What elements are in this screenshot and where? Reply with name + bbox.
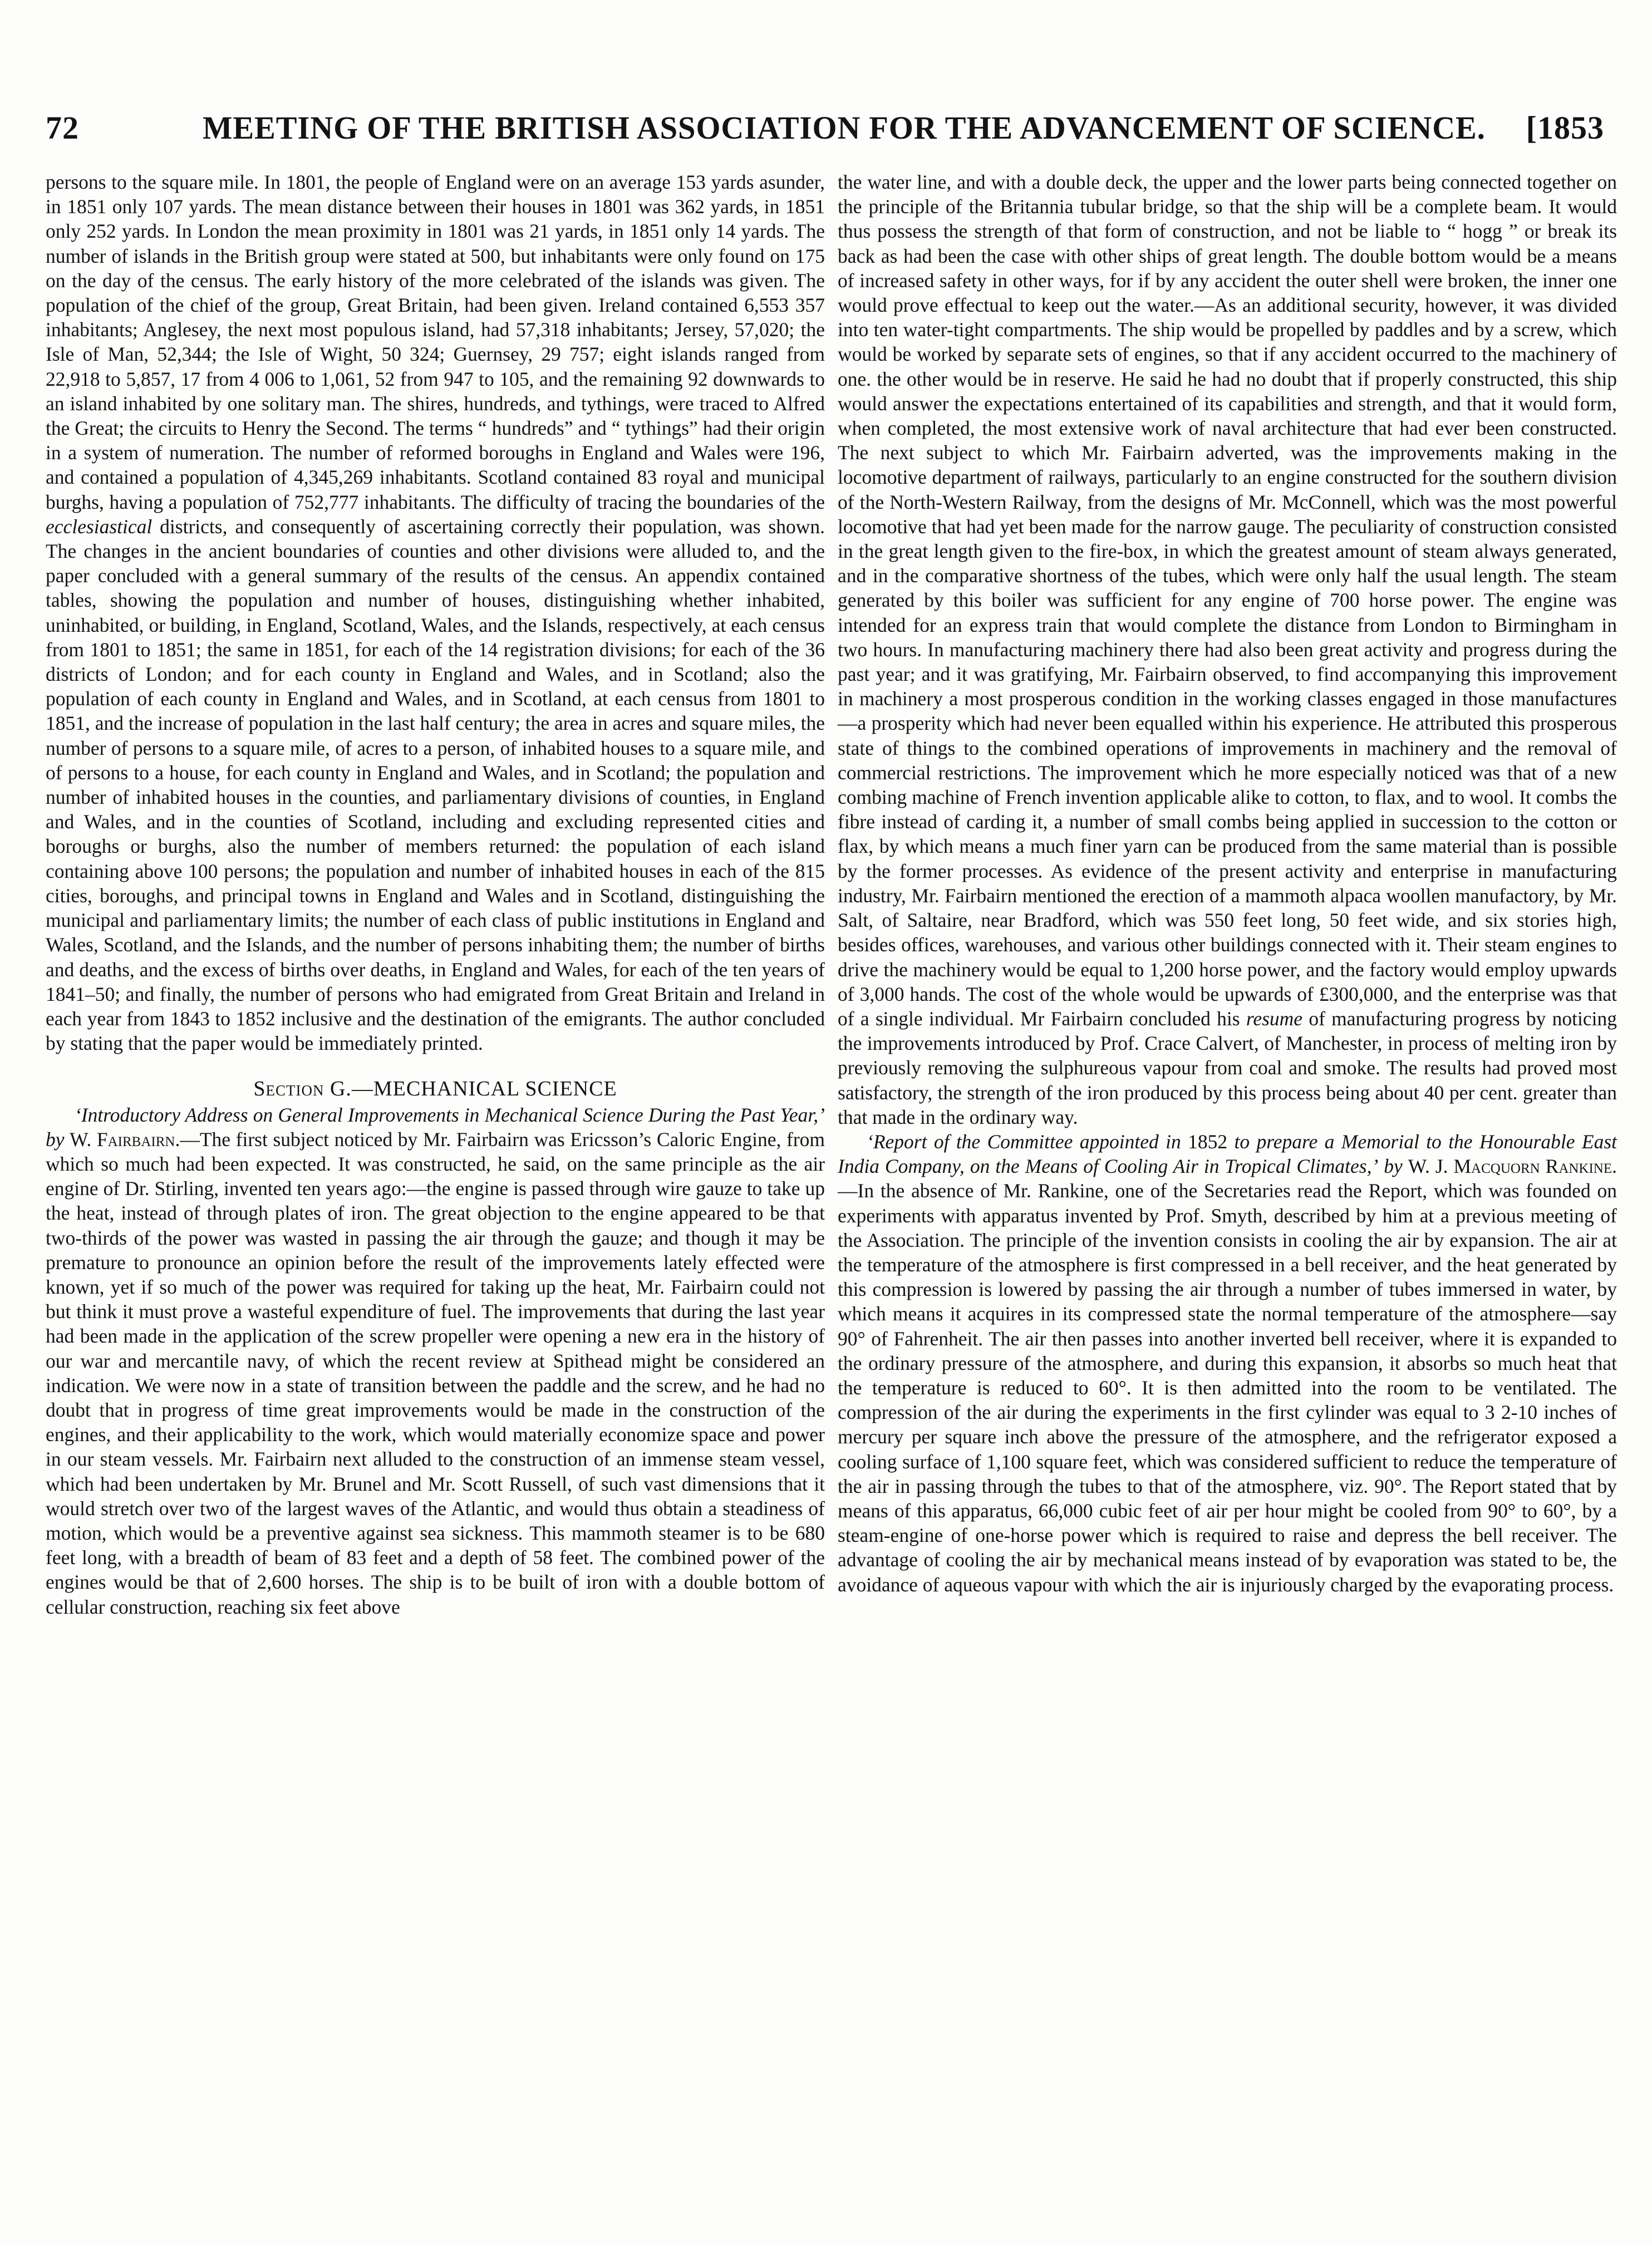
rankine-report-title: ‘Report of the Committee appointed in	[867, 1130, 1181, 1153]
census-emphasis: ecclesiastical	[46, 515, 153, 538]
rankine-by: by	[1384, 1155, 1403, 1178]
running-title: MEETING OF THE BRITISH ASSOCIATION FOR THE ADVANCEMENT OF SCIENCE.	[203, 110, 1486, 146]
left-column	[46, 170, 825, 1619]
fairbairn-by: by	[46, 1128, 65, 1151]
steamship-text: the water line, and with a double deck, the upper and the lower parts being connected together on the principle of the Britannia tubular bridge, so that the ship will be a complete beam. It would thus possess the strength of that form of construction, and not be liable to “ hogg ” or break its back as had been the case with other ships of great length. The double bottom would be a means of increased safety in other ways, for if by any accident the outer shell were broken, the inner one would prove effectual to keep out the water.—As an additional security, however, it was divided into ten water-tight compartments. The ship would be propelled by paddles and by a screw, which would be worked by separate sets of engines, so that if any accident occurred to the machinery of one. the other would be in reserve. He said he had no doubt that if properly constructed, this ship would answer the expectations entertained of its capabilities and strength, and that it would form, when completed, the most extensive work of naval architecture that had ever been constructed. The next subject to which Mr. Fairbairn adverted, was the improvements making in the locomotive department of railways, particularly to an engine constructed for the southern division of the North-Western Railway, from the designs of Mr. McConnell, which was the most powerful locomotive that had yet been made for the narrow gauge. The peculiarity of construction consisted in the great length given to the fire-box, in which the greatest amount of steam always generated, and in the comparative shortness of the tubes, which were only half the usual length. The steam generated by this boiler was sufficient for any engine of 700 horse power. The engine was intended for an express train that would complete the distance from London to Birmingham in two hours. In manufacturing machinery there had also been great activity and progress during the past year; and it was gratifying, Mr. Fairbairn observed, to find accompanying this improvement in machinery a most prosperous condition in the working classes engaged in those manufactures—a prosperity which had never been equalled within his experience. He attributed this prosperous state of things to the combined operations of improvements in machinery and the removal of commercial restrictions. The improvement which he more especially noticed was that of a new combing machine of French invention applicable alike to cotton, to flax, and to wool. It combs the fibre instead of carding it, a number of small combs being applied in succession to the cotton or flax, by which means a much finer yarn can be produced from the same material than is possible by the former processes. As evidence of the present activity and enterprise in manufacturing industry, Mr. Fairbairn mentioned the erection of a mammoth alpaca woollen manufactory, by Mr. Salt, of Saltaire, near Bradford, which was 550 feet long, 50 feet wide, and six stories high, besides offices, warehouses, and various other buildings connected with it. Their steam engines to drive the machinery would be equal to 1,200 horse power, and the factory would employ upwards of 3,000 hands. The cost of the whole would be upwards of £300,000, and the enterprise was that of a single individual. Mr Fairbairn concluded his	[838, 171, 1617, 1030]
steamship-emphasis: resume	[1246, 1007, 1303, 1030]
right-column	[838, 170, 1617, 1597]
steamship-text-continued: of manufacturing progress by noticing the improvements introduced by Prof. Crace Calvert, of Manchester, in process of melting iron by previously removing the sulphureous vapour from coal and smoke. The results had proved most satisfactory, the strength of the iron produced by this process being about 40 per cent. greater than that made in the ordinary way.	[838, 1007, 1617, 1128]
fairbairn-author: W. Fairbairn.	[70, 1128, 180, 1151]
rankine-report-year: 1852	[1188, 1130, 1228, 1153]
census-text: persons to the square mile. In 1801, the people of England were on an average 153 yards asunder, in 1851 only 107 yards. The mean distance between their houses in 1801 was 362 yards, in 1851 only 252 yards. In London the mean proximity in 1801 was 21 yards, in 1851 only 14 yards. The number of islands in the British group were stated at 500, but inhabitants were only found on 175 on the day of the census. The early history of the more celebrated of the islands was given. The population of the chief of the group, Great Britain, had been given. Ireland contained 6,553 357 inhabitants; Anglesey, the next most populous island, had 57,318 inhabitants; Jersey, 57,020; the Isle of Man, 52,344; the Isle of Wight, 50 324; Guernsey, 29 757; eight islands ranged from 22,918 to 5,857, 17 from 4 006 to 1,061, 52 from 947 to 105, and the remaining 92 downwards to an island inhabited by one solitary man. The shires, hundreds, and tythings, were traced to Alfred the Great; the circuits to Henry the Second. The terms “ hundreds” and “ tythings” had their origin in a system of numeration. The number of reformed boroughs in England and Wales were 196, and contained a population of 4,345,269 inhabitants. Scotland contained 83 royal and municipal burghs, having a population of 752,777 inhabitants. The difficulty of tracing the boundaries of the	[46, 171, 825, 513]
section-heading	[46, 1077, 825, 1101]
census-paragraph	[46, 170, 825, 1055]
section-prefix: Section	[253, 1077, 324, 1101]
steamship-paragraph	[838, 170, 1617, 1129]
fairbairn-paragraph	[46, 1103, 825, 1619]
rankine-author: W. J. Macquorn Rankine.	[1408, 1155, 1617, 1178]
fairbairn-address-title: ‘Introductory Address on General Improvements in Mechanical Science During the Past Year,’	[75, 1103, 825, 1126]
rankine-report-title-continued: to prepare a Memorial to the Honourable East India Company, on the Means of Cooling Air in Tropical Climates,’	[838, 1130, 1617, 1178]
page-number: 72	[46, 110, 79, 146]
running-head	[46, 109, 1604, 154]
fairbairn-text: —The first subject noticed by Mr. Fairbairn was Ericsson’s Caloric Engine, from which so much had been expected. It was constructed, he said, on the same principle as the air engine of Dr. Stirling, invented ten years ago:—the engine is passed through wire gauze to take up the heat, instead of through plates of iron. The great objection to the engine appeared to be that two-thirds of the power was wasted in passing the air through the gauze; and though it may be premature to pronounce an opinion before the result of the improvements lately effected were known, yet if so much of the power was required for taking up the heat, Mr. Fairbairn could not but think it must prove a wasteful expenditure of fuel. The improvements that during the last year had been made in the application of the screw propeller were opening a new era in the history of our war and mercantile navy, of which the recent review at Spithead might be considered an indication. We were now in a state of transition between the paddle and the screw, and he had no doubt that in progress of time great improvements would be made in the construction of the engines, and their applicability to the work, which would materially economize space and power in our steam vessels. Mr. Fairbairn next alluded to the construction of an immense steam vessel, which had been undertaken by Mr. Brunel and Mr. Scott Russell, of such vast dimensions that it would stretch over two of the largest waves of the Atlantic, and would thus obtain a steadiness of motion, which would be a preventive against sea sickness. This mammoth steamer is to be 680 feet long, with a breadth of beam of 83 feet and a depth of 58 feet. The combined power of the engines would be that of 2,600 horses. The ship is to be built of iron with a double bottom of cellular construction, reaching six feet above	[46, 1128, 825, 1618]
running-year: [1853	[1526, 110, 1604, 146]
rankine-paragraph	[838, 1129, 1617, 1597]
rankine-text: —In the absence of Mr. Rankine, one of the Secretaries read the Report, which was founded on experiments with apparatus invented by Prof. Smyth, described by him at a previous meeting of the Association. The principle of the invention consists in cooling the air by expansion. The air at the temperature of the atmosphere is first compressed in a bell receiver, and the heat generated by this compression is lowered by passing the air through a number of tubes immersed in water, by which means it acquires in its compressed state the normal temperature of the atmosphere—say 90° of Fahrenheit. The air then passes into another inverted bell receiver, where it is expanded to the ordinary pressure of the atmosphere, and during this expansion, it absorbs so much heat that the temperature is reduced to 60°. It is then admitted into the room to be ventilated. The compression of the air during the experiments in the first cylinder was equal to 3 2-10 inches of mercury per square inch above the pressure of the atmosphere, and the refrigerator exposed a cooling surface of 1,100 square feet, which was considered sufficient to reduce the temperature of the air in passing through the tubes to that of the atmosphere, viz. 90°. The Report stated that by means of this apparatus, 66,000 cubic feet of air per hour might be cooled from 90° to 60°, by a steam-engine of one-horse power which is required to raise and depress the bell receiver. The advantage of cooling the air by mechanical means instead of by evaporation was stated to be, the avoidance of aqueous vapour with which the air is injuriously charged by the evaporating process.	[838, 1179, 1617, 1596]
census-text-continued: districts, and consequently of ascertaining correctly their population, was shown. The changes in the ancient boundaries of counties and other divisions were alluded to, and the paper concluded with a general summary of the results of the census. An appendix contained tables, showing the population and number of houses, distinguishing whether inhabited, uninhabited, or building, in England, Scotland, Wales, and the Islands, respectively, at each census from 1801 to 1851; the same in 1851, for each of the 14 registration divisions; for each of the 36 districts of London; and for each county in England and Wales, and in Scotland; also the population of each county in England and Wales, and in Scotland, at each census from 1801 to 1851, and the increase of population in the last half century; the area in acres and square miles, the number of persons to a square mile, of acres to a person, of inhabited houses to a square mile, and of persons to a house, for each county in England and Wales, and in Scotland; the population and number of inhabited houses in the counties, and parliamentary divisions of counties, in England and Wales, and in the counties of Scotland, including and excluding represented cities and boroughs or burghs, also the number of members returned: the population of each island containing above 100 persons; the population and number of inhabited houses in each of the 815 cities, boroughs, and principal towns in England and Wales and in Scotland, distinguishing the municipal and parliamentary limits; the number of each class of public institutions in England and Wales, Scotland, and the Islands, and the number of persons inhabiting them; the number of births and deaths, and the excess of births over deaths, in England and Wales, for each of the ten years of 1841–50; and finally, the number of persons who had emigrated from Great Britain and Ireland in each year from 1843 to 1852 inclusive and the destination of the emigrants. The author concluded by stating that the paper would be immediately printed.	[46, 515, 825, 1055]
section-title: G.—MECHANICAL SCIENCE	[330, 1077, 617, 1101]
